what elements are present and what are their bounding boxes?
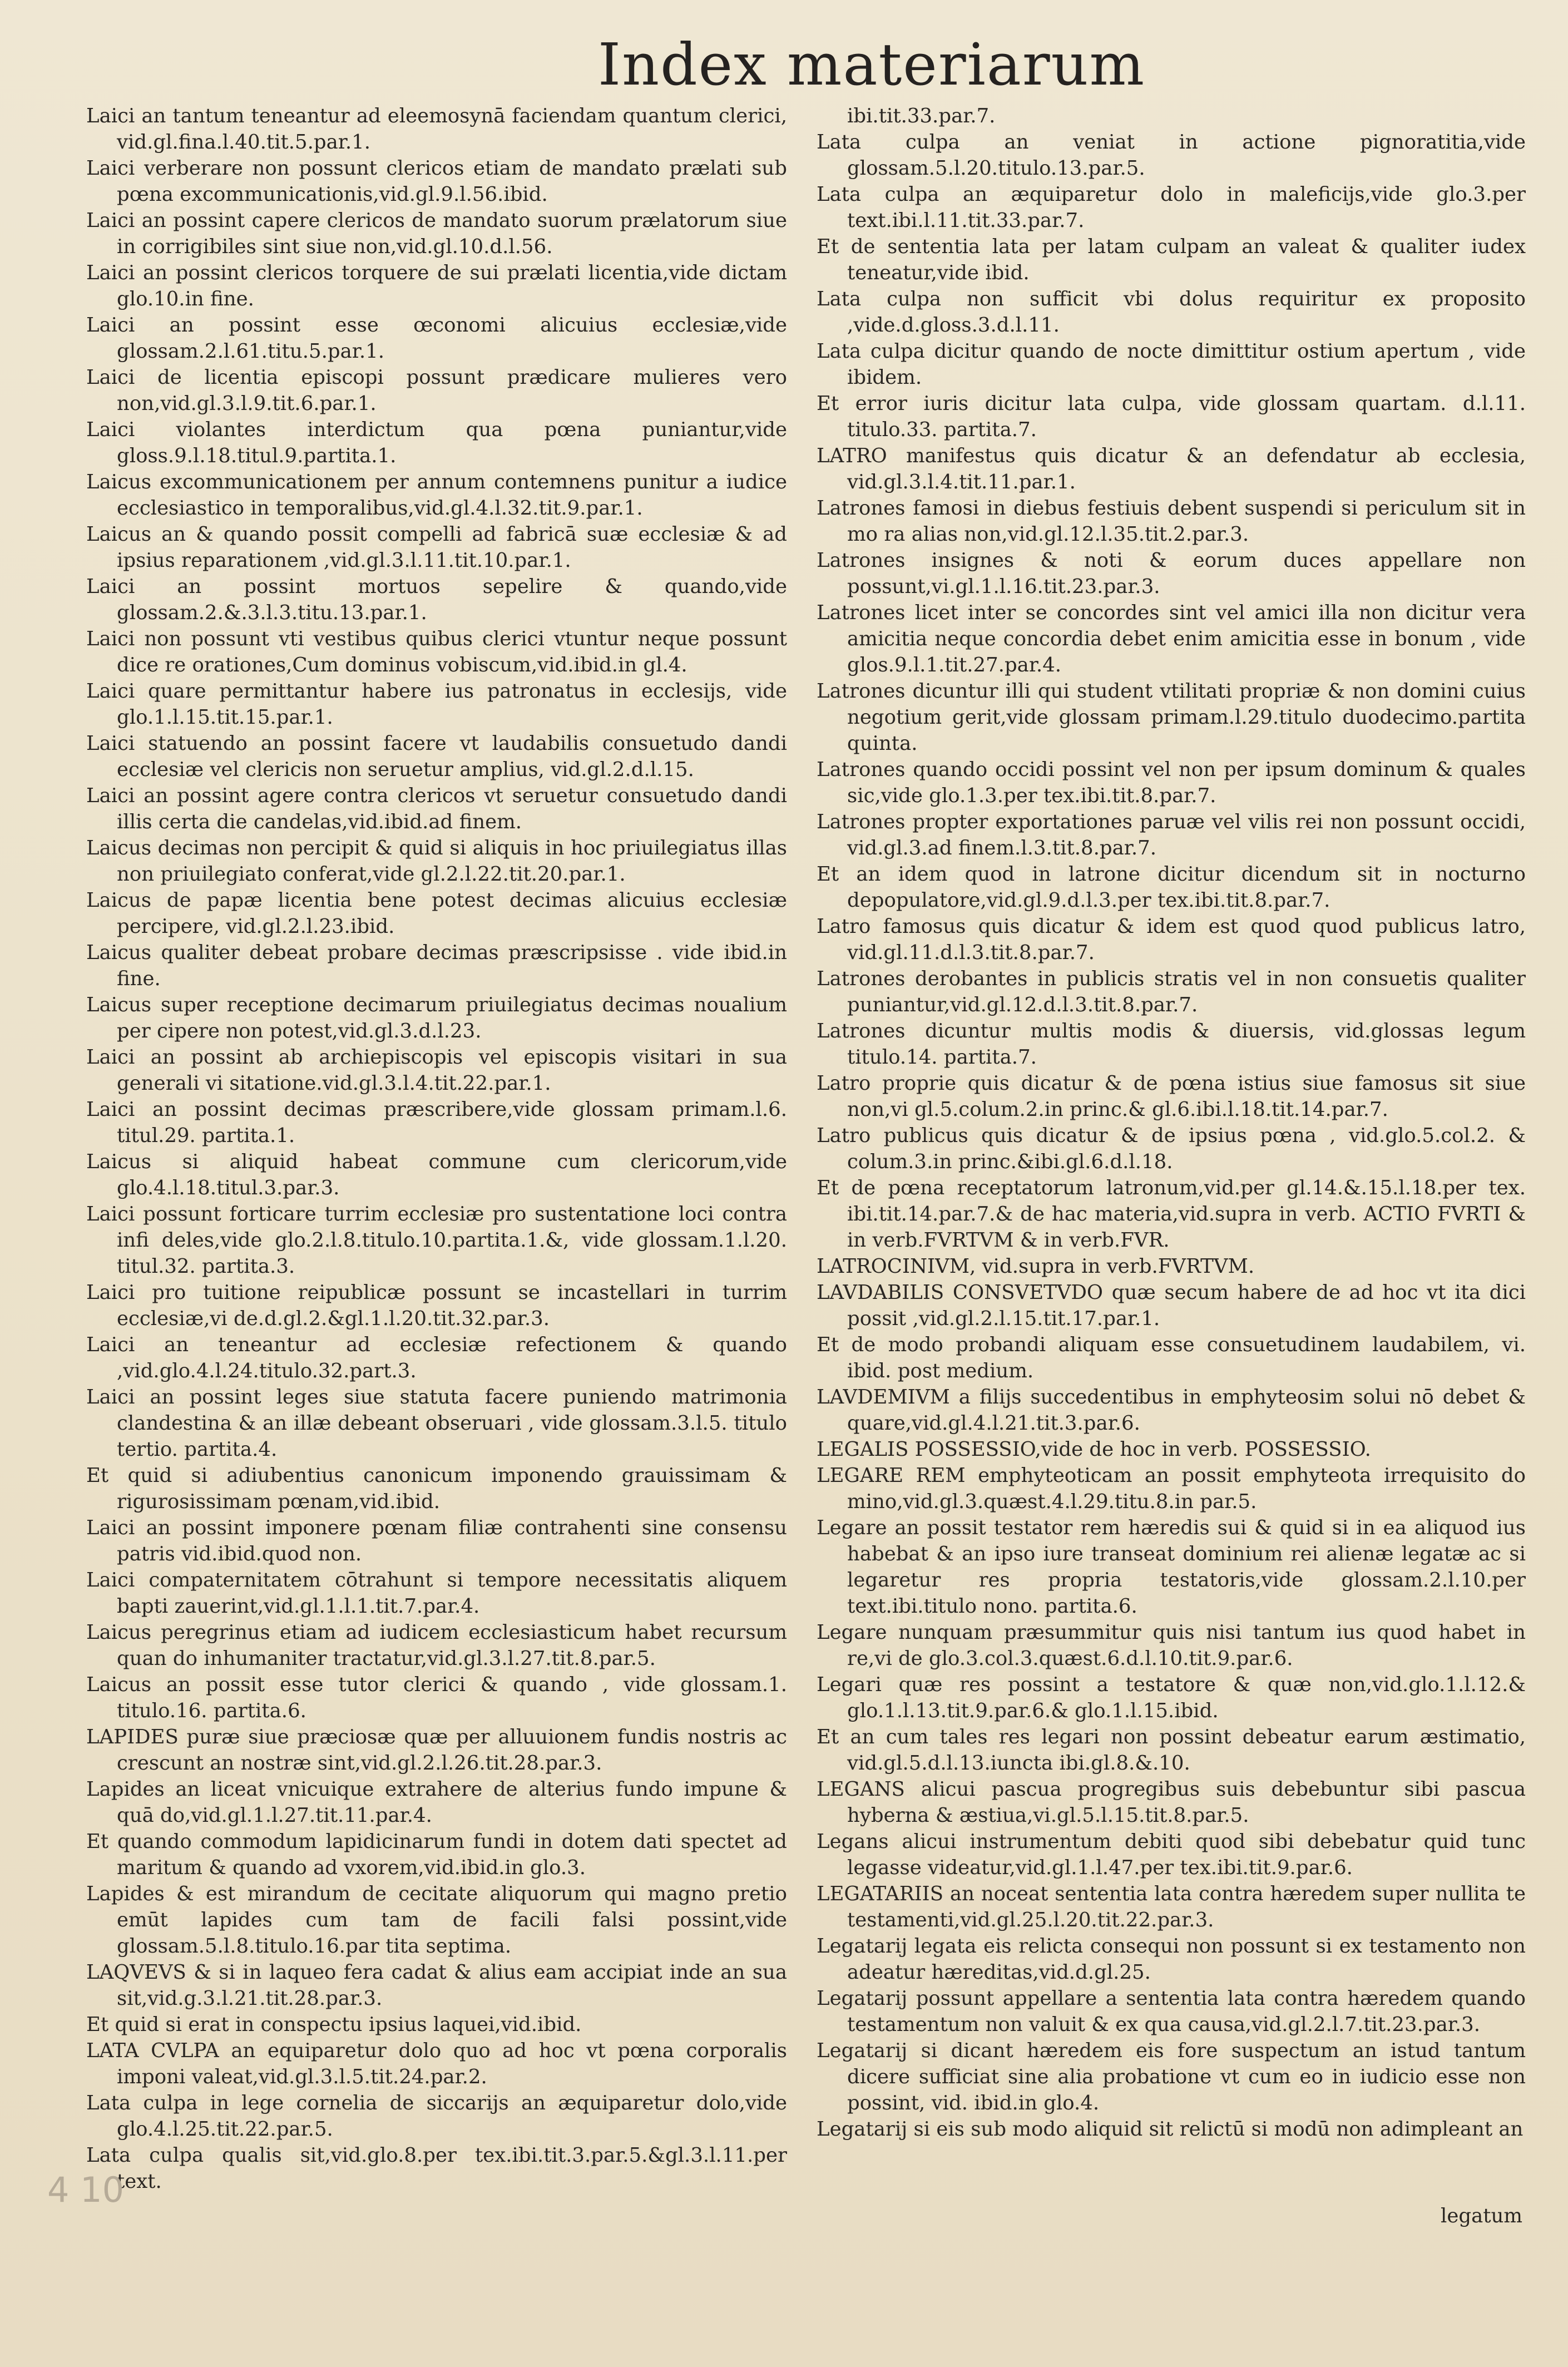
index-entry: Et error iuris dicitur lata culpa, vide glossam quartam. d.l.11. titulo.33. partita.7.: [817, 392, 1526, 441]
index-entry: Latrones dicuntur illi qui student vtilitati propriæ & non domini cuius negotium gerit,vide glossam primam.l.29.titulo duodecimo.partita quinta.: [817, 680, 1526, 755]
index-entry: Laicus excommunicationem per annum contemnens punitur a iudice ecclesiastico in temporalibus,vid.gl.4.l.32.tit.9.par.1.: [86, 471, 787, 520]
index-entry-continuation: ibi.tit.33.par.7.: [847, 105, 996, 127]
index-column-right: [817, 103, 1526, 2142]
index-entry: Laicus peregrinus etiam ad iudicem ecclesiasticum habet recursum quan do inhumaniter tractatur,vid.gl.3.l.27.tit.8.par.5.: [86, 1621, 787, 1670]
index-entry: Et an idem quod in latrone dicitur dicendum sit in nocturno depopulatore,vid.gl.9.d.l.3.per tex.ibi.tit.8.par.7.: [817, 863, 1526, 912]
index-entry: Latrones quando occidi possint vel non per ipsum dominum & quales sic,vide glo.1.3.per tex.ibi.tit.8.par.7.: [817, 758, 1526, 807]
index-entry: Laici verberare non possunt clericos etiam de mandato prælati sub pœna excommunicationis,vid.gl.9.l.56.ibid.: [86, 157, 787, 206]
index-entry: Lata culpa in lege cornelia de siccarijs an æquiparetur dolo,vide glo.4.l.25.tit.22.par.5.: [86, 2092, 787, 2141]
index-entry: Laici pro tuitione reipublicæ possunt se incastellari in turrim ecclesiæ,vi de.d.gl.2.&gl.1.l.20.tit.32.par.3.: [86, 1281, 787, 1330]
index-entry: Laici possunt forticare turrim ecclesiæ pro sustentatione loci contra infi deles,vide glo.2.l.8.titulo.10.partita.1.&, vide glossam.1.l.20. titul.32. partita.3.: [86, 1203, 787, 1278]
index-entry: Laici an possint capere clericos de mandato suorum prælatorum siue in corrigibiles sint siue non,vid.gl.10.d.l.56.: [86, 209, 787, 258]
index-entry: Legatarij si eis sub modo aliquid sit relictū si modū non adimpleant an: [817, 2118, 1524, 2141]
index-entry: Latrones dicuntur multis modis & diuersis, vid.glossas legum titulo.14. partita.7.: [817, 1020, 1526, 1069]
handwritten-margin-note: 4 10: [47, 2170, 125, 2210]
index-entry: LAPIDES puræ siue præciosæ quæ per alluuionem fundis nostris ac crescunt an nostræ sint,vid.gl.2.l.26.tit.28.par.3.: [86, 1726, 787, 1775]
index-entry: LAQVEVS & si in laqueo fera cadat & alius eam accipiat inde an sua sit,vid.g.3.l.21.tit.28.par.3.: [86, 1961, 787, 2010]
index-entry: Laici violantes interdictum qua pœna puniantur,vide gloss.9.l.18.titul.9.partita.1.: [86, 418, 787, 467]
index-entry: Laici an possint mortuos sepelire & quando,vide glossam.2.&.3.l.3.titu.13.par.1.: [86, 575, 787, 624]
index-entry: Laicus qualiter debeat probare decimas præscripsisse . vide ibid.in fine.: [86, 941, 787, 990]
index-entry: Laici de licentia episcopi possunt prædicare mulieres vero non,vid.gl.3.l.9.tit.6.par.1.: [86, 366, 787, 415]
index-entry: Laicus de papæ licentia bene potest decimas alicuius ecclesiæ percipere, vid.gl.2.l.23.ibid.: [86, 889, 787, 938]
index-entry: Lata culpa non sufficit vbi dolus requiritur ex proposito ,vide.d.gloss.3.d.l.11.: [817, 288, 1526, 337]
index-entry: Legatarij legata eis relicta consequi non possunt si ex testamento non adeatur hæreditas,vid.d.gl.25.: [817, 1935, 1526, 1984]
index-entry: Latrones derobantes in publicis stratis vel in non consuetis qualiter puniantur,vid.gl.12.d.l.3.tit.8.par.7.: [817, 967, 1526, 1016]
index-entry: Latrones famosi in diebus festiuis debent suspendi si periculum sit in mo ra alias non,vid.gl.12.l.35.tit.2.par.3.: [817, 497, 1526, 546]
index-entry: Laici an possint imponere pœnam filiæ contrahenti sine consensu patris vid.ibid.quod non.: [86, 1516, 787, 1565]
index-entry: Legari quæ res possint a testatore & quæ non,vid.glo.1.l.12.& glo.1.l.13.tit.9.par.6.& glo.1.l.15.ibid.: [817, 1673, 1526, 1722]
index-entry: Lata culpa an veniat in actione pignoratitia,vide glossam.5.l.20.titulo.13.par.5.: [817, 131, 1526, 180]
index-entry: Laici an possint esse œconomi alicuius ecclesiæ,vide glossam.2.l.61.titu.5.par.1.: [86, 314, 787, 363]
index-entry: Latro proprie quis dicatur & de pœna istius siue famosus sit siue non,vi gl.5.colum.2.in princ.& gl.6.ibi.l.18.tit.14.par.7.: [817, 1072, 1526, 1121]
index-entry: Laicus si aliquid habeat commune cum clericorum,vide glo.4.l.18.titul.3.par.3.: [86, 1150, 787, 1199]
index-entry: Laici compaternitatem cōtrahunt si tempore necessitatis aliquem bapti zauerint,vid.gl.1.l.1.tit.7.par.4.: [86, 1569, 787, 1618]
index-entry: Laici quare permittantur habere ius patronatus in ecclesijs, vide glo.1.l.15.tit.15.par.1.: [86, 680, 787, 729]
index-entry: Laicus an & quando possit compelli ad fabricā suæ ecclesiæ & ad ipsius reparationem ,vid.gl.3.l.11.tit.10.par.1.: [86, 523, 787, 572]
index-entry: Legans alicui instrumentum debiti quod sibi debebatur quid tunc legasse videatur,vid.gl.1.l.47.per tex.ibi.tit.9.par.6.: [817, 1830, 1526, 1879]
catchword: legatum: [1441, 2205, 1523, 2227]
index-entry: Legatarij possunt appellare a sententia lata contra hæredem quando testamentum non valuit & ex qua causa,vid.gl.2.l.7.tit.23.par.3.: [817, 1987, 1526, 2036]
index-entry: Latrones insignes & noti & eorum duces appellare non possunt,vi.gl.1.l.16.tit.23.par.3.: [817, 549, 1526, 598]
index-entry: LATA CVLPA an equiparetur dolo quo ad hoc vt pœna corporalis imponi valeat,vid.gl.3.l.5.tit.24.par.2.: [86, 2039, 787, 2088]
index-entry: Et an cum tales res legari non possint debeatur earum æstimatio, vid.gl.5.d.l.13.iuncta ibi.gl.8.&.10.: [817, 1726, 1526, 1775]
index-entry: Latro publicus quis dicatur & de ipsius pœna , vid.glo.5.col.2. & colum.3.in princ.&ibi.gl.6.d.l.18.: [817, 1124, 1526, 1173]
index-entry: Et quid si erat in conspectu ipsius laquei,vid.ibid.: [86, 2013, 582, 2036]
index-entry: Legare nunquam præsummitur quis nisi tantum ius quod habet in re,vi de glo.3.col.3.quæst.6.d.l.10.tit.9.par.6.: [817, 1621, 1526, 1670]
index-entry: Laici an teneantur ad ecclesiæ refectionem & quando ,vid.glo.4.l.24.titulo.32.part.3.: [86, 1333, 787, 1382]
index-entry: Laici an possint agere contra clericos vt seruetur consuetudo dandi illis certa die candelas,vid.ibid.ad finem.: [86, 784, 787, 833]
index-entry: Laici an possint clericos torquere de sui prælati licentia,vide dictam glo.10.in fine.: [86, 261, 787, 310]
index-entry: LEGATARIIS an noceat sententia lata contra hæredem super nullita te testamenti,vid.gl.25.l.20.tit.22.par.3.: [817, 1882, 1526, 1931]
index-entry: Laicus an possit esse tutor clerici & quando , vide glossam.1. titulo.16. partita.6.: [86, 1673, 787, 1722]
index-entry: Et quid si adiubentius canonicum imponendo grauissimam & rigurosissimam pœnam,vid.ibid.: [86, 1464, 787, 1513]
index-entry: Latro famosus quis dicatur & idem est quod quod publicus latro, vid.gl.11.d.l.3.tit.8.par.7.: [817, 915, 1526, 964]
index-entry: Laici statuendo an possint facere vt laudabilis consuetudo dandi ecclesiæ vel clericis non seruetur amplius, vid.gl.2.d.l.15.: [86, 732, 787, 781]
index-entry: Et de pœna receptatorum latronum,vid.per gl.14.&.15.l.18.per tex. ibi.tit.14.par.7.& de hac materia,vid.supra in verb. ACTIO FVRTI & in verb.FVRTVM & in verb.FVR.: [817, 1177, 1526, 1252]
page-title: Index materiarum: [598, 31, 1146, 98]
index-entry: Et quando commodum lapidicinarum fundi in dotem dati spectet ad maritum & quando ad vxorem,vid.ibid.in glo.3.: [86, 1830, 787, 1879]
index-entry: Latrones propter exportationes paruæ vel vilis rei non possunt occidi, vid.gl.3.ad finem.l.3.tit.8.par.7.: [817, 811, 1526, 859]
index-entry: LEGARE REM emphyteoticam an possit emphyteota irrequisito do mino,vid.gl.3.quæst.4.l.29.titu.8.in par.5.: [817, 1464, 1526, 1513]
index-entry: Laici an tantum teneantur ad eleemosynā faciendam quantum clerici, vid.gl.fina.l.40.tit.5.par.1.: [86, 105, 787, 154]
index-entry: Laici an possint leges siue statuta facere puniendo matrimonia clandestina & an illæ debeant obseruari , vide glossam.3.l.5. titulo tertio. partita.4.: [86, 1386, 787, 1461]
index-entry: Lata culpa qualis sit,vid.glo.8.per tex.ibi.tit.3.par.5.&gl.3.l.11.per text.: [86, 2144, 787, 2193]
index-entry: Latrones licet inter se concordes sint vel amici illa non dicitur vera amicitia neque concordia debet enim amicitia esse in bonum , vide glos.9.l.1.tit.27.par.4.: [817, 601, 1526, 676]
index-entry: Laici an possint decimas præscribere,vide glossam primam.l.6. titul.29. partita.1.: [86, 1098, 787, 1147]
index-entry: LAVDABILIS CONSVETVDO quæ secum habere de ad hoc vt ita dici possit ,vid.gl.2.l.15.tit.17.par.1.: [817, 1281, 1526, 1330]
index-entry: LEGANS alicui pascua progregibus suis debebuntur sibi pascua hyberna & æstiua,vi.gl.5.l.15.tit.8.par.5.: [817, 1778, 1526, 1827]
index-entry: Lata culpa an æquiparetur dolo in maleficijs,vide glo.3.per text.ibi.l.11.tit.33.par.7.: [817, 183, 1526, 232]
index-entry: LEGALIS POSSESSIO,vide de hoc in verb. POSSESSIO.: [817, 1438, 1371, 1461]
index-entry: Lapides an liceat vnicuique extrahere de alterius fundo impune & quā do,vid.gl.1.l.27.tit.11.par.4.: [86, 1778, 787, 1827]
index-entry: Legatarij si dicant hæredem eis fore suspectum an istud tantum dicere sufficiat sine alia probatione vt cum eo in iudicio esse non possint, vid. ibid.in glo.4.: [817, 2039, 1526, 2114]
index-entry: LAVDEMIVM a filijs succedentibus in emphyteosim solui nō debet & quare,vid.gl.4.l.21.tit.3.par.6.: [817, 1386, 1526, 1435]
index-entry: Lata culpa dicitur quando de nocte dimittitur ostium apertum , vide ibidem.: [817, 340, 1526, 389]
index-entry: Laici non possunt vti vestibus quibus clerici vtuntur neque possunt dice re orationes,Cum dominus vobiscum,vid.ibid.in gl.4.: [86, 627, 787, 676]
index-entry: Lapides & est mirandum de cecitate aliquorum qui magno pretio emūt lapides cum tam de facili falsi possint,vide glossam.5.l.8.titulo.16.par tita septima.: [86, 1882, 787, 1958]
index-entry: Laici an possint ab archiepiscopis vel episcopis visitari in sua generali vi sitatione.vid.gl.3.l.4.tit.22.par.1.: [86, 1046, 787, 1095]
index-entry: Laicus decimas non percipit & quid si aliquis in hoc priuilegiatus illas non priuilegiato conferat,vide gl.2.l.22.tit.20.par.1.: [86, 837, 787, 886]
index-entry: Legare an possit testator rem hæredis sui & quid si in ea aliquod ius habebat & an ipso iure transeat dominium rei alienæ legatæ ac si legaretur res propria testatoris,vide glossam.2.l.10.per text.ibi.titulo nono. partita.6.: [817, 1516, 1526, 1618]
index-entry: LATROCINIVM, vid.supra in verb.FVRTVM.: [817, 1255, 1255, 1278]
index-entry: Et de sententia lata per latam culpam an valeat & qualiter iudex teneatur,vide ibid.: [817, 235, 1526, 284]
index-entry: Laicus super receptione decimarum priuilegiatus decimas noualium per cipere non potest,vid.gl.3.d.l.23.: [86, 994, 787, 1042]
index-entry: LATRO manifestus quis dicatur & an defendatur ab ecclesia, vid.gl.3.l.4.tit.11.par.1.: [817, 444, 1526, 493]
index-entry: Et de modo probandi aliquam esse consuetudinem laudabilem, vi. ibid. post medium.: [817, 1333, 1526, 1382]
index-column-left: [86, 103, 787, 2195]
